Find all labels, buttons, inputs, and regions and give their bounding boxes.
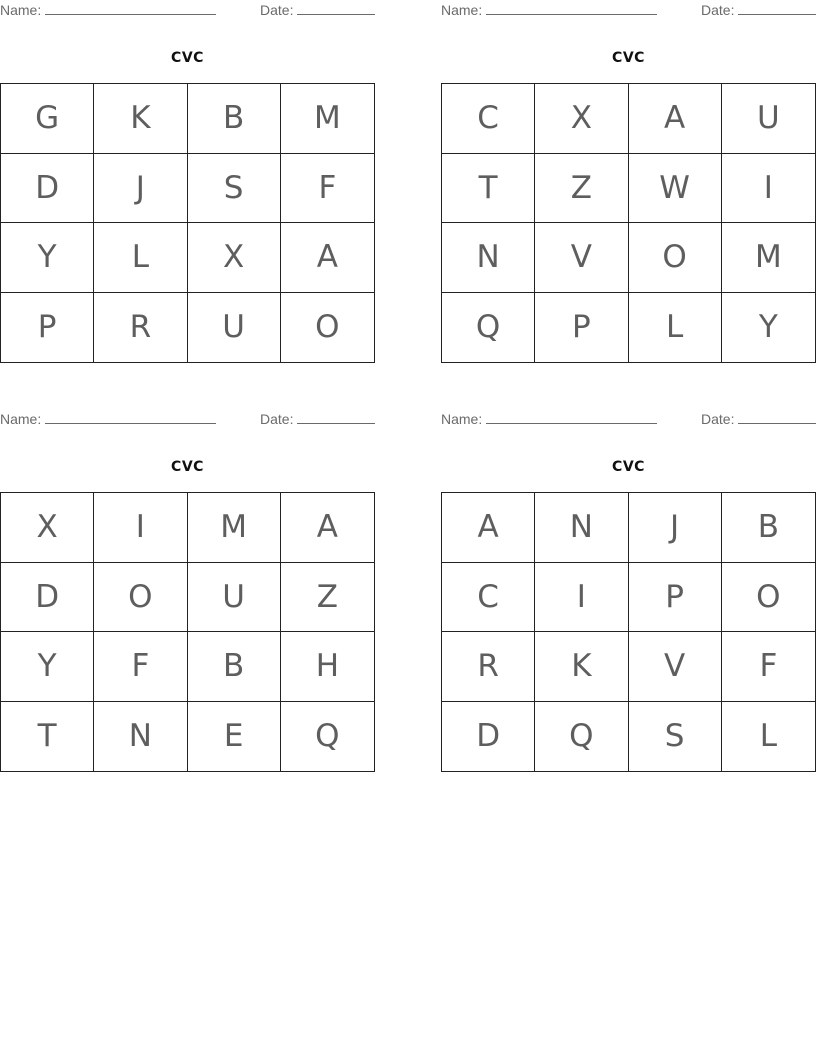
date-label: Date:	[701, 411, 735, 427]
grid-cell: U	[188, 293, 281, 363]
date-field	[701, 2, 816, 18]
date-blank-line	[738, 411, 816, 424]
bingo-card-3	[0, 409, 375, 784]
grid-cell: I	[94, 493, 187, 563]
grid-cell: P	[629, 563, 722, 633]
grid-cell: S	[188, 154, 281, 224]
grid-cell: R	[94, 293, 187, 363]
card-header	[0, 2, 375, 20]
date-field	[260, 411, 375, 427]
card-title: CVC	[171, 459, 204, 475]
grid-cell: L	[629, 293, 722, 363]
grid-cell: O	[315, 309, 340, 346]
grid-cell: W	[629, 154, 722, 224]
grid-cell: A	[281, 493, 374, 563]
grid-cell: Q	[315, 718, 340, 755]
bingo-card-1	[0, 0, 375, 375]
grid-cell: C	[442, 563, 535, 633]
name-blank-line	[486, 2, 657, 15]
grid-cell: B	[722, 493, 815, 563]
grid-cell: Z	[535, 154, 628, 224]
name-blank-line	[45, 2, 216, 15]
grid-cell: J	[629, 493, 722, 563]
grid-cell: A	[442, 493, 535, 563]
grid-cell: N	[535, 493, 628, 563]
grid-cell: C	[442, 84, 535, 154]
grid-cell: T	[1, 702, 94, 772]
name-label: Name:	[0, 411, 42, 427]
grid-cell: X	[535, 84, 628, 154]
grid-cell: Y	[1, 632, 94, 702]
grid-cell: F	[281, 154, 374, 224]
grid-cell: O	[94, 563, 187, 633]
name-field	[441, 411, 657, 427]
grid-cell: T	[442, 154, 535, 224]
grid-cell: U	[722, 84, 815, 154]
grid-cell: D	[442, 702, 535, 772]
grid-cell: H	[281, 632, 374, 702]
bingo-grid	[441, 492, 816, 772]
date-field	[701, 411, 816, 427]
date-blank-line	[738, 2, 816, 15]
grid-cell: D	[1, 563, 94, 633]
name-field	[441, 2, 657, 18]
grid-cell: F	[94, 632, 187, 702]
grid-cell: I	[722, 154, 815, 224]
grid-cell: N	[94, 702, 187, 772]
date-label: Date:	[260, 2, 294, 18]
grid-cell: M	[281, 84, 374, 154]
bingo-card-4	[441, 409, 816, 784]
bingo-card-2	[441, 0, 816, 375]
grid-cell: A	[629, 84, 722, 154]
grid-cell: F	[722, 632, 815, 702]
card-header	[441, 411, 816, 429]
grid-cell: N	[442, 223, 535, 293]
grid-cell: S	[629, 702, 722, 772]
grid-cell: L	[759, 718, 778, 755]
date-blank-line	[297, 2, 375, 15]
bingo-grid	[441, 83, 816, 363]
grid-cell: Y	[758, 309, 778, 346]
grid-cell: M	[722, 223, 815, 293]
grid-cell: Q	[535, 702, 628, 772]
grid-cell: K	[94, 84, 187, 154]
date-label: Date:	[260, 411, 294, 427]
name-blank-line	[486, 411, 657, 424]
grid-cell: P	[1, 293, 94, 363]
name-field	[0, 2, 216, 18]
grid-cell: G	[1, 84, 94, 154]
grid-cell: X	[1, 493, 94, 563]
grid-cell: V	[629, 632, 722, 702]
card-header	[441, 2, 816, 20]
grid-cell: I	[535, 563, 628, 633]
grid-cell: Q	[442, 293, 535, 363]
bingo-grid	[0, 492, 375, 772]
grid-cell: O	[722, 563, 815, 633]
date-label: Date:	[701, 2, 735, 18]
grid-cell: X	[188, 223, 281, 293]
grid-cell: J	[94, 154, 187, 224]
name-field	[0, 411, 216, 427]
grid-cell: B	[188, 84, 281, 154]
grid-cell: A	[281, 223, 374, 293]
grid-cell: U	[188, 563, 281, 633]
name-label: Name:	[441, 2, 483, 18]
grid-cell: M	[188, 493, 281, 563]
grid-cell: E	[188, 702, 281, 772]
card-title: CVC	[612, 50, 645, 66]
date-blank-line	[297, 411, 375, 424]
date-field	[260, 2, 375, 18]
grid-cell: B	[188, 632, 281, 702]
card-header	[0, 411, 375, 429]
grid-cell: Y	[1, 223, 94, 293]
grid-cell: L	[94, 223, 187, 293]
card-title: CVC	[171, 50, 204, 66]
name-label: Name:	[0, 2, 42, 18]
grid-cell: O	[629, 223, 722, 293]
bingo-grid	[0, 83, 375, 363]
grid-cell: P	[535, 293, 628, 363]
name-label: Name:	[441, 411, 483, 427]
card-title: CVC	[612, 459, 645, 475]
grid-cell: Z	[281, 563, 374, 633]
grid-cell: K	[535, 632, 628, 702]
name-blank-line	[45, 411, 216, 424]
grid-cell: R	[442, 632, 535, 702]
grid-cell: D	[1, 154, 94, 224]
grid-cell: V	[535, 223, 628, 293]
